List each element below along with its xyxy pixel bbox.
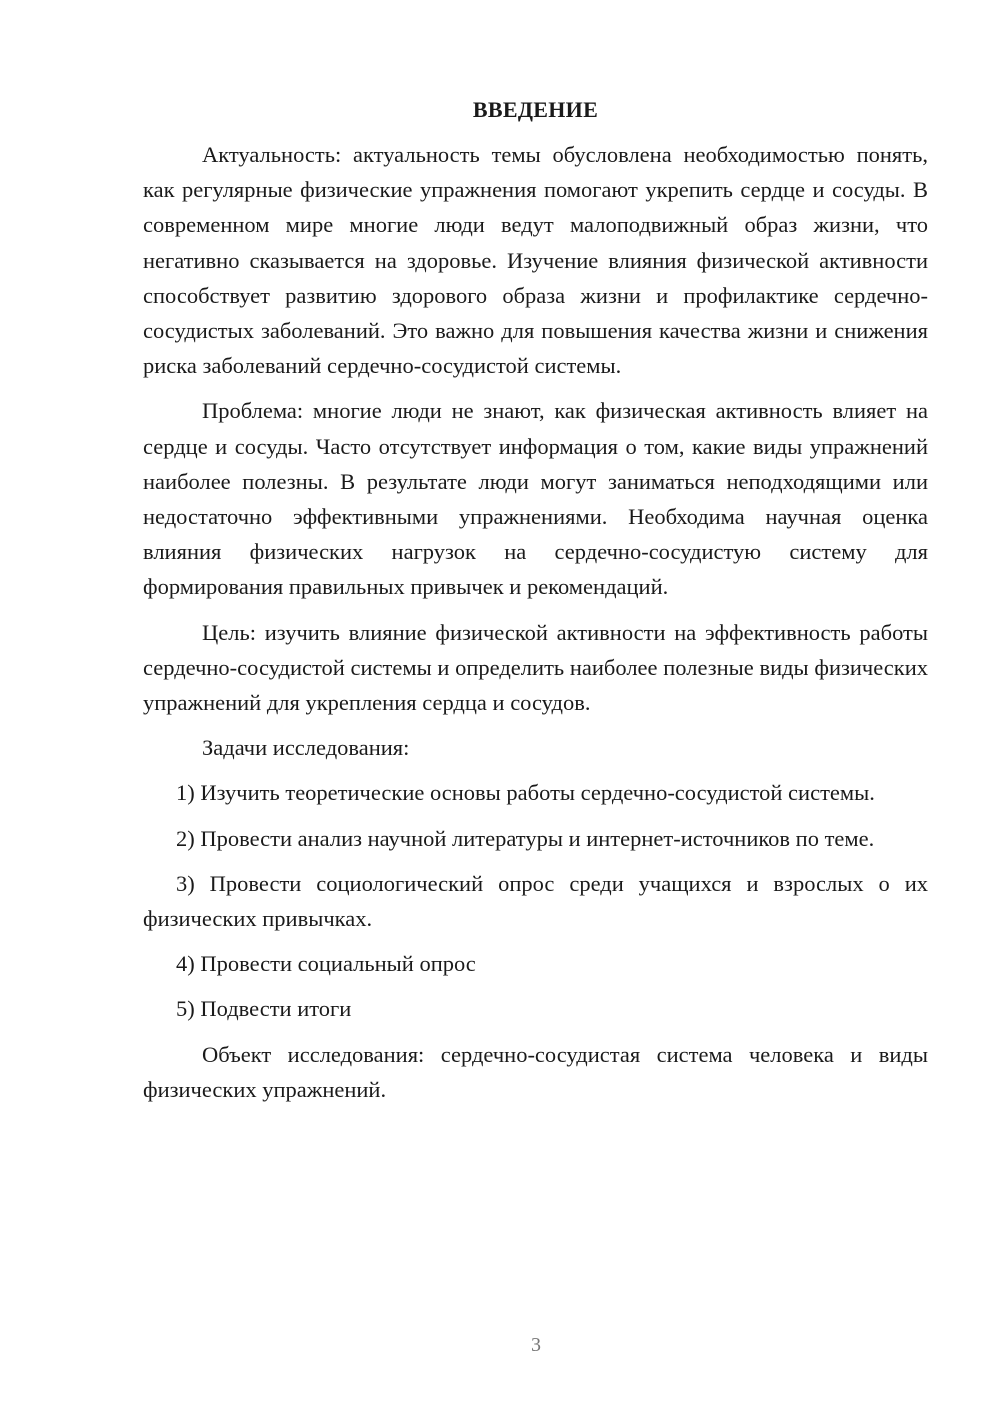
task-item-2: 2) Провести анализ научной литературы и интернет-источников по теме.	[176, 825, 875, 851]
task-item-5: 5) Подвести итоги	[176, 996, 352, 1022]
page-title: ВВЕДЕНИЕ	[472, 97, 599, 122]
tasks-heading: Задачи исследования:	[202, 735, 410, 761]
document-page	[143, 92, 928, 1117]
task-item-3: 3) Провести социологический опрос среди учащихся и взрослых о их физических привычках.	[143, 870, 928, 932]
paragraph-object: Объект исследования: сердечно-сосудистая система человека и виды физических упражнений.	[143, 1041, 928, 1102]
page-number: 3	[531, 1334, 541, 1356]
task-item-1: 1) Изучить теоретические основы работы сердечно-сосудистой системы.	[176, 780, 875, 806]
paragraph-relevance: Актуальность: актуальность темы обусловлена необходимостью понять, как регулярные физические упражнения помогают укрепить сердце и сосуды. В современном мире многие люди ведут малоподвижный образ жизни, что негативно сказывается на здоровье. Изучение влияния физической активности способствует развитию здорового образа жизни и профилактике сердечно-сосудистых заболеваний. Это важно для повышения качества жизни и снижения риска заболеваний сердечно-сосудистой системы.	[143, 142, 928, 379]
paragraph-goal: Цель: изучить влияние физической активности на эффективность работы сердечно-сосудистой системы и определить наиболее полезные виды физических упражнений для укрепления сердца и сосудов.	[143, 619, 928, 716]
paragraph-problem: Проблема: многие люди не знают, как физическая активность влияет на сердце и сосуды. Часто отсутствует информация о том, какие виды упражнений наиболее полезны. В результате люди могут заниматься неподходящими или недостаточно эффективными упражнениями. Необходима научная оценка влияния физических нагрузок на сердечно-сосудистую систему для формирования правильных привычек и рекомендаций.	[143, 398, 928, 600]
task-item-4: 4) Провести социальный опрос	[176, 951, 476, 977]
